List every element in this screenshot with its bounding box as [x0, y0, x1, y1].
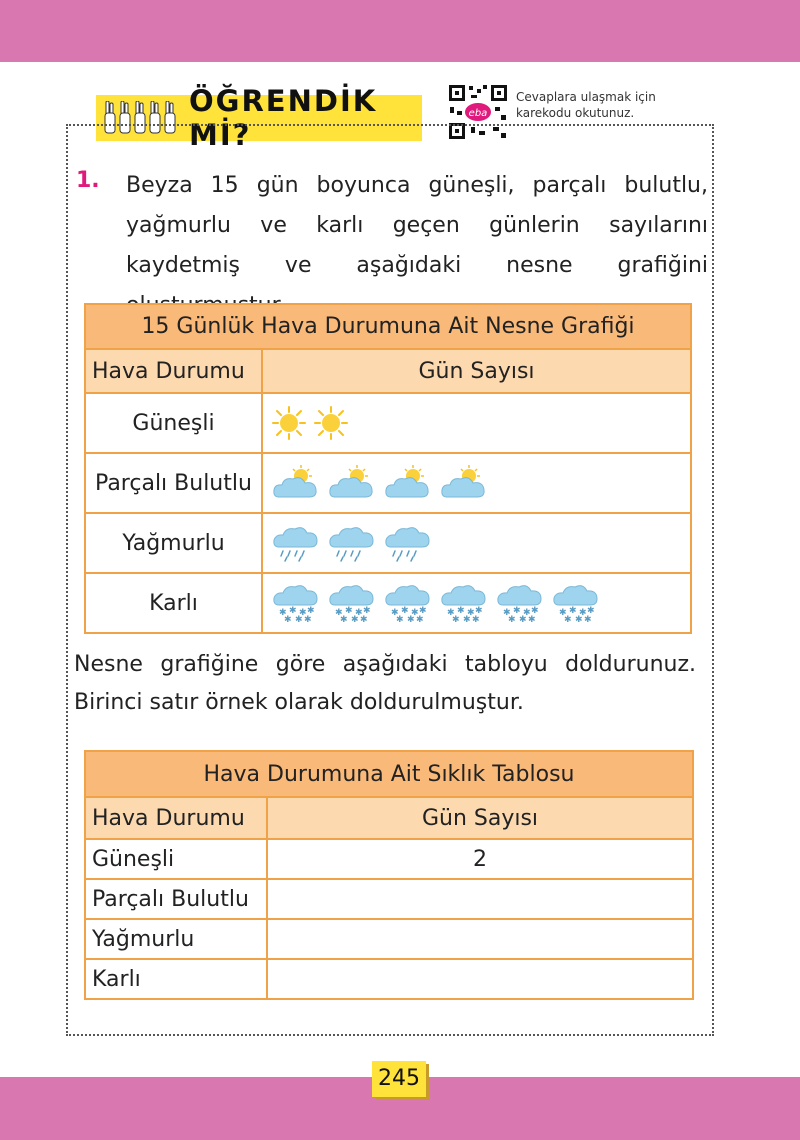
- row-label: Güneşli: [85, 839, 267, 879]
- question-text: Beyza 15 gün boyunca güneşli, parçalı bulutlu, yağmurlu ve karlı geçen günlerin sayılarını kaydetmiş ve aşağıdaki nesne grafiğini: [126, 173, 708, 278]
- pictograph-header-days: Gün Sayısı: [262, 349, 691, 393]
- svg-text:✱: ✱: [508, 615, 516, 623]
- frequency-table: [84, 750, 694, 1000]
- svg-text:✱: ✱: [569, 606, 577, 616]
- svg-text:✱: ✱: [304, 615, 312, 623]
- icon-group: [271, 583, 690, 623]
- row-label: Parçalı Bulutlu: [85, 879, 267, 919]
- top-band: [0, 0, 800, 62]
- icon-group: [271, 463, 690, 503]
- svg-text:✱: ✱: [503, 608, 511, 618]
- svg-text:✱: ✱: [513, 606, 521, 616]
- svg-text:✱: ✱: [447, 608, 455, 618]
- snow-cloud-icon: [439, 583, 489, 623]
- svg-text:✱: ✱: [475, 606, 483, 616]
- snow-cloud-icon: [271, 583, 321, 623]
- day-count-cell[interactable]: [267, 959, 693, 999]
- rain-cloud-icon: [271, 523, 321, 563]
- svg-text:✱: ✱: [411, 608, 419, 618]
- rain-cloud-icon: [383, 523, 433, 563]
- svg-text:✱: ✱: [351, 615, 359, 623]
- frequency-table-title: Hava Durumuna Ait Sıklık Tablosu: [85, 751, 693, 797]
- rain-cloud-icon: [327, 523, 377, 563]
- pictograph-row-snowy: [85, 573, 691, 633]
- svg-text:✱: ✱: [523, 608, 531, 618]
- snow-cloud-icon: [551, 583, 601, 623]
- svg-text:✱: ✱: [472, 615, 480, 623]
- svg-text:✱: ✱: [531, 606, 539, 616]
- day-count-cell[interactable]: [267, 879, 693, 919]
- svg-text:✱: ✱: [407, 615, 415, 623]
- svg-text:✱: ✱: [307, 606, 315, 616]
- row-label: Yağmurlu: [85, 513, 262, 573]
- table-row: [85, 919, 693, 959]
- svg-text:✱: ✱: [401, 606, 409, 616]
- svg-text:✱: ✱: [416, 615, 424, 623]
- icon-group: [271, 523, 690, 563]
- svg-text:✱: ✱: [564, 615, 572, 623]
- partly-cloudy-icon: [383, 463, 433, 503]
- svg-text:✱: ✱: [340, 615, 348, 623]
- svg-text:✱: ✱: [579, 608, 587, 618]
- svg-text:eba: eba: [468, 108, 488, 119]
- svg-text:✱: ✱: [289, 606, 297, 616]
- question-number: 1.: [76, 168, 100, 193]
- svg-text:✱: ✱: [463, 615, 471, 623]
- pictograph-row-partly-cloudy: [85, 453, 691, 513]
- qr-note: Cevaplara ulaşmak için karekodu okutunuz.: [516, 90, 656, 120]
- svg-text:✱: ✱: [467, 608, 475, 618]
- svg-text:✱: ✱: [299, 608, 307, 618]
- svg-text:✱: ✱: [284, 615, 292, 623]
- row-label: Parçalı Bulutlu: [85, 453, 262, 513]
- svg-text:✱: ✱: [391, 608, 399, 618]
- svg-text:✱: ✱: [457, 606, 465, 616]
- row-label: Yağmurlu: [85, 919, 267, 959]
- table-row: [85, 879, 693, 919]
- day-count-cell[interactable]: 2: [267, 839, 693, 879]
- page-number: 245: [372, 1061, 426, 1097]
- pictograph-row-rainy: [85, 513, 691, 573]
- svg-text:✱: ✱: [355, 608, 363, 618]
- frequency-header-days: Gün Sayısı: [267, 797, 693, 839]
- table-row: [85, 959, 693, 999]
- svg-text:✱: ✱: [559, 608, 567, 618]
- pictograph-header-weather: Hava Durumu: [85, 349, 262, 393]
- pictograph-title: 15 Günlük Hava Durumuna Ait Nesne Grafiği: [85, 304, 691, 349]
- frequency-header-weather: Hava Durumu: [85, 797, 267, 839]
- svg-text:✱: ✱: [360, 615, 368, 623]
- svg-text:✱: ✱: [419, 606, 427, 616]
- snow-cloud-icon: [383, 583, 433, 623]
- snow-cloud-icon: [495, 583, 545, 623]
- partly-cloudy-icon: [271, 463, 321, 503]
- svg-text:✱: ✱: [335, 608, 343, 618]
- section-title: ÖĞRENDİK Mİ?: [189, 84, 378, 152]
- row-label: Güneşli: [85, 393, 262, 453]
- partly-cloudy-icon: [327, 463, 377, 503]
- svg-text:✱: ✱: [584, 615, 592, 623]
- icon-group: [271, 405, 690, 441]
- day-count-cell[interactable]: [267, 919, 693, 959]
- row-label: Karlı: [85, 959, 267, 999]
- svg-text:✱: ✱: [363, 606, 371, 616]
- svg-text:✱: ✱: [528, 615, 536, 623]
- partly-cloudy-icon: [439, 463, 489, 503]
- pictograph-table: [84, 303, 692, 634]
- svg-text:✱: ✱: [519, 615, 527, 623]
- svg-text:✱: ✱: [575, 615, 583, 623]
- sun-icon: [313, 405, 349, 441]
- svg-text:✱: ✱: [345, 606, 353, 616]
- snow-cloud-icon: [327, 583, 377, 623]
- svg-text:✱: ✱: [295, 615, 303, 623]
- svg-text:✱: ✱: [587, 606, 595, 616]
- sun-icon: [271, 405, 307, 441]
- row-label: Karlı: [85, 573, 262, 633]
- table-row: [85, 839, 693, 879]
- svg-text:✱: ✱: [452, 615, 460, 623]
- pictograph-row-sunny: [85, 393, 691, 453]
- svg-text:✱: ✱: [396, 615, 404, 623]
- svg-text:✱: ✱: [279, 608, 287, 618]
- instruction-text: Nesne grafiğine göre aşağıdaki tabloyu doldurunuz. Birinci satır örnek olarak doldurulmuştur.: [74, 652, 696, 715]
